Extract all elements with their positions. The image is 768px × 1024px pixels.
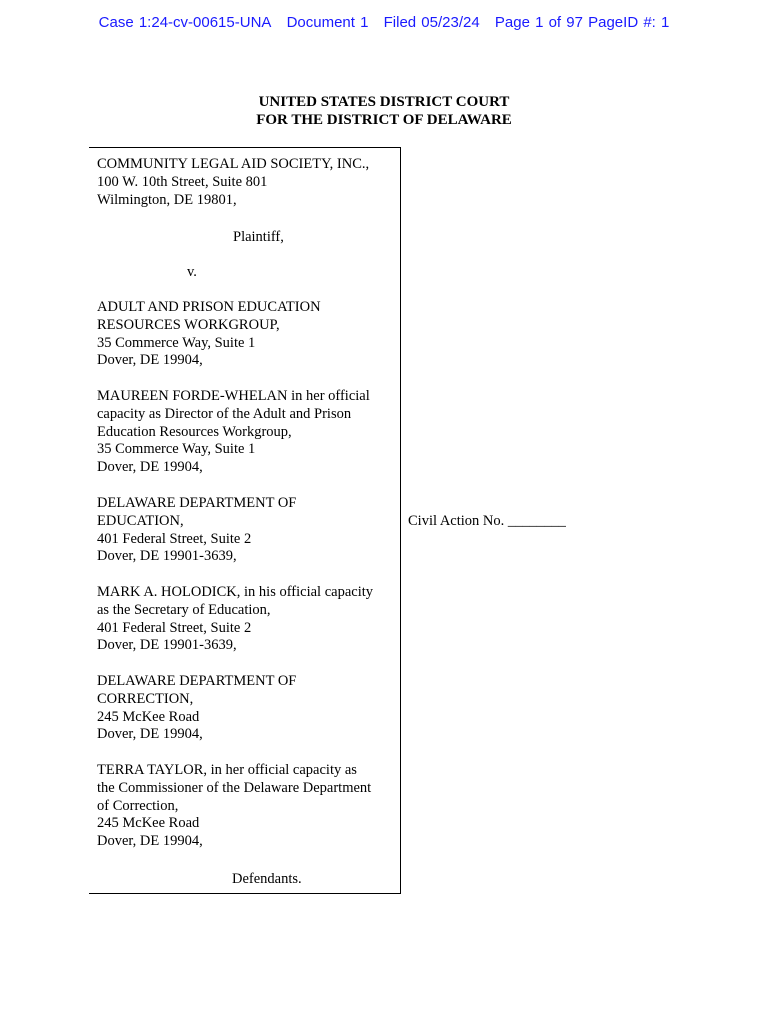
defendant-line: 245 McKee Road (97, 815, 200, 832)
court-name: UNITED STATES DISTRICT COURT (258, 94, 510, 110)
defendant-line: Dover, DE 19904, (97, 459, 203, 476)
defendant-block (97, 299, 397, 370)
plaintiff-line: COMMUNITY LEGAL AID SOCIETY, INC., (97, 156, 370, 172)
plaintiff-role: Plaintiff, (233, 229, 284, 245)
defendant-block (97, 673, 397, 744)
ecf-header-stamp (0, 14, 768, 31)
defendant-line: MARK A. HOLODICK, in his official capacity (97, 584, 373, 600)
civil-action-number: Civil Action No. ________ (408, 513, 566, 529)
defendant-line: 245 McKee Road (97, 708, 200, 725)
defendant-line: Dover, DE 19904, (97, 726, 203, 743)
plaintiff-line: 100 W. 10th Street, Suite 801 (97, 173, 268, 190)
defendant-block (97, 584, 397, 655)
plaintiff-line: Wilmington, DE 19801, (97, 191, 237, 208)
versus-label: v. (187, 264, 197, 280)
defendants-role: Defendants. (232, 871, 302, 887)
court-district: FOR THE DISTRICT OF DELAWARE (256, 112, 512, 128)
defendant-line: Dover, DE 19904, (97, 352, 203, 369)
defendant-block (97, 388, 397, 477)
defendant-line: TERRA TAYLOR, in her official capacity as (97, 762, 357, 778)
defendant-block (97, 495, 397, 566)
court-title (0, 93, 768, 129)
defendant-line: DELAWARE DEPARTMENT OF (97, 495, 297, 511)
defendant-line: 401 Federal Street, Suite 2 (97, 530, 252, 547)
defendant-line: Dover, DE 19904, (97, 833, 203, 850)
defendant-line: capacity as Director of the Adult and Prison (97, 405, 352, 422)
plaintiff-block (97, 156, 397, 209)
case-caption-box (89, 147, 401, 894)
defendant-line: RESOURCES WORKGROUP, (97, 316, 280, 333)
defendant-line: as the Secretary of Education, (97, 601, 271, 618)
defendant-line: MAUREEN FORDE-WHELAN in her official (97, 388, 370, 404)
filed-date: Filed 05/23/24 (383, 14, 480, 31)
case-number: Case 1:24-cv-00615-UNA (98, 14, 272, 31)
defendant-line: Education Resources Workgroup, (97, 423, 292, 440)
defendant-line: EDUCATION, (97, 512, 184, 529)
defendant-block (97, 762, 397, 851)
defendant-line: DELAWARE DEPARTMENT OF (97, 673, 297, 689)
caption-top-rule (89, 147, 401, 148)
page-info: Page 1 of 97 PageID #: 1 (494, 14, 670, 31)
defendant-line: 35 Commerce Way, Suite 1 (97, 334, 256, 351)
defendant-line: Dover, DE 19901-3639, (97, 637, 237, 654)
defendant-line: 35 Commerce Way, Suite 1 (97, 441, 256, 458)
defendant-line: 401 Federal Street, Suite 2 (97, 619, 252, 636)
defendant-line: the Commissioner of the Delaware Department (97, 779, 372, 796)
defendant-line: of Correction, (97, 797, 179, 814)
defendant-line: ADULT AND PRISON EDUCATION (97, 299, 321, 315)
defendant-line: Dover, DE 19901-3639, (97, 548, 237, 565)
defendant-line: CORRECTION, (97, 690, 194, 707)
document-number: Document 1 (286, 14, 369, 31)
